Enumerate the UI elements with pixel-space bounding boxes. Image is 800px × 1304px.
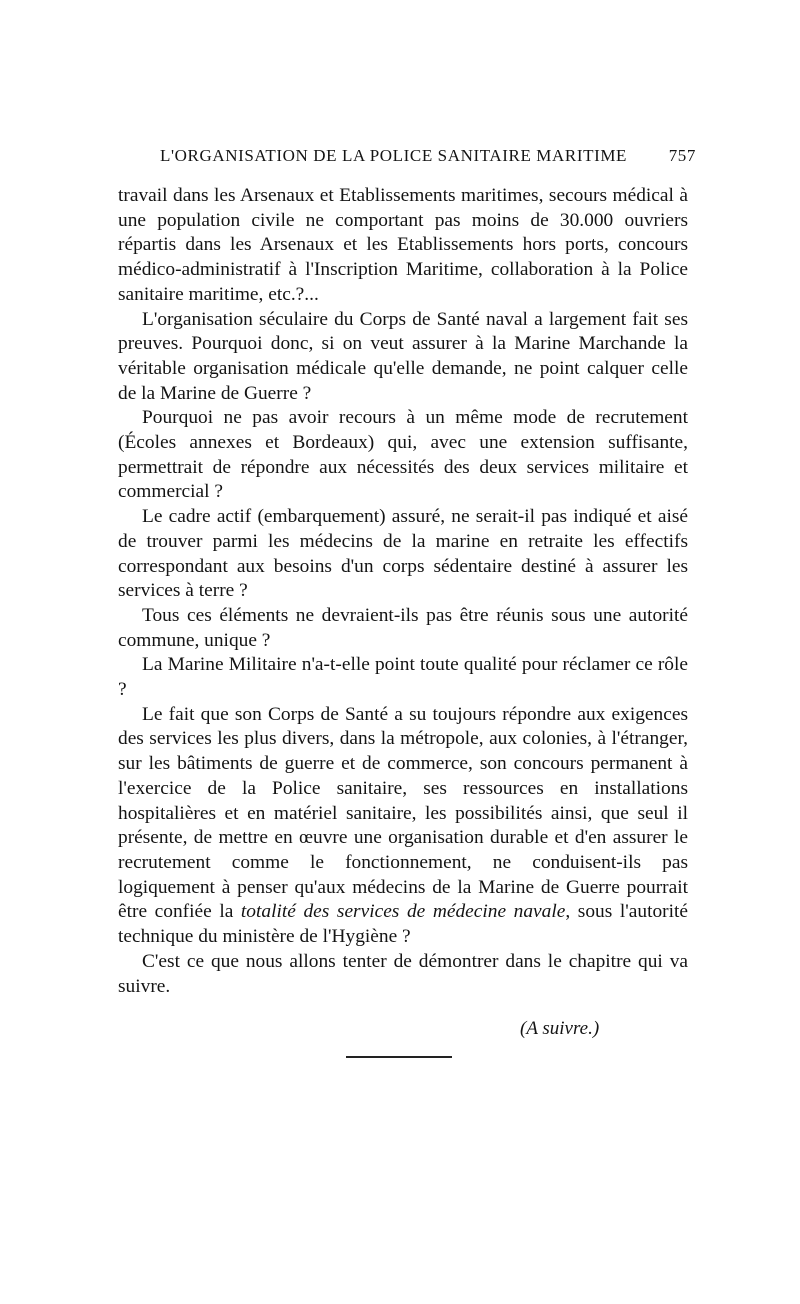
paragraph: L'organisation séculaire du Corps de Santé naval a largement fait ses preuves. Pourquoi donc, si on veut assurer à la Marine Marchande la véritable organisation médicale qu'elle demande, ne point calquer celle de la Marine de Guerre ?: [118, 308, 688, 404]
paragraph-continued: travail dans les Arsenaux et Etablissements maritimes, secours médical à une population civile ne comportant pas moins de 30.000 ouvriers répartis dans les Arsenaux et les Etablissements hors ports, concours médico-administratif à l'Inscription Maritime, collaboration à la Police sanitaire maritime, etc.?...: [118, 185, 688, 305]
running-header: [160, 146, 696, 170]
running-title: L'ORGANISATION DE LA POLICE SANITAIRE MARITIME: [160, 146, 628, 165]
paragraph: Tous ces éléments ne devraient-ils pas être réunis sous une autorité commune, unique ?: [118, 604, 688, 651]
paragraph-with-emphasis: [118, 703, 688, 950]
paragraph-text: , sous l'autorité technique du ministère de l'Hygiène ?: [118, 901, 688, 948]
body-text: [118, 184, 688, 999]
page-number: 757: [668, 146, 696, 165]
section-end-rule: [346, 1056, 452, 1058]
closing-paragraph: C'est ce que nous allons tenter de démontrer dans le chapitre qui va suivre.: [118, 950, 688, 997]
paragraph: Pourquoi ne pas avoir recours à un même mode de recrutement (Écoles annexes et Bordeaux) qui, avec une extension suffisante, permettrait de répondre aux nécessités des deux services militaire et commercial ?: [118, 407, 688, 503]
emphasized-text: totalité des services de médecine navale: [240, 901, 566, 923]
to-be-continued-note: (A suivre.): [520, 1018, 600, 1039]
paragraph-text: Le fait que son Corps de Santé a su toujours répondre aux exigences des services les plus divers, dans la métropole, aux colonies, à l'étranger, sur les bâtiments de guerre et de commerce, son concours permanent à l'exercice de la Police sanitaire, ses ressources en installations hospitalières et en matériel sanitaire, les possibilités ainsi, que seul il présente, de mettre en œuvre une organisation durable et d'en assurer le recrutement comme le fonctionnement, ne conduisent-ils pas logiquement à penser qu'aux médecins de la Marine de Guerre pourrait être confiée la: [118, 703, 688, 923]
paragraph: Le cadre actif (embarquement) assuré, ne serait-il pas indiqué et aisé de trouver parmi les médecins de la marine en retraite les effectifs correspondant aux besoins d'un corps sédentaire destiné à assurer les services à terre ?: [118, 506, 688, 602]
paragraph: La Marine Militaire n'a-t-elle point toute qualité pour réclamer ce rôle ?: [118, 654, 688, 701]
